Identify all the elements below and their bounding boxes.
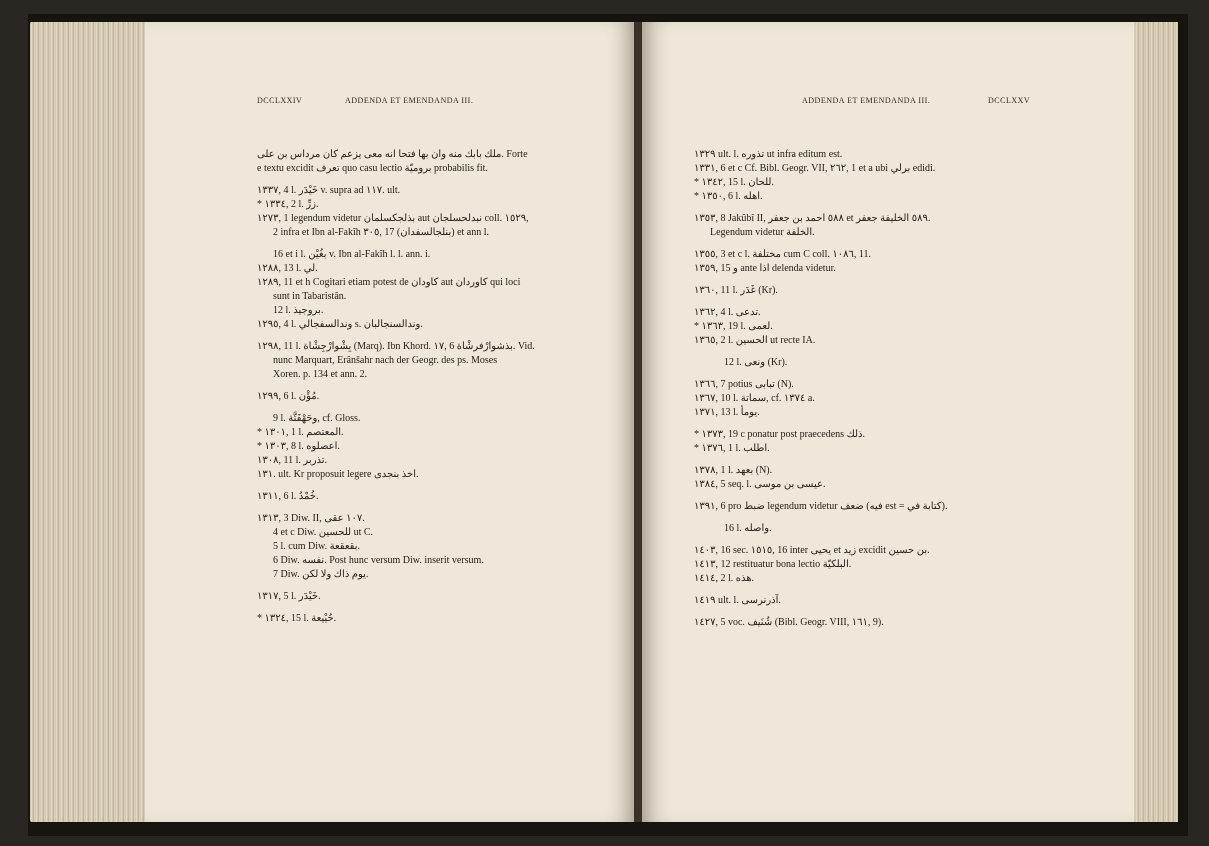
text-line: ١٣٦٠, 11 l. غَدَر (Kr).: [694, 285, 778, 296]
text-line: * ١٣٢٤, 15 l. حُيْيعة.: [257, 613, 337, 624]
text-line: ١٣٣١, 6 et c Cf. Bibl. Geogr. VII, ٢٦٢, 1 et a ubi برلي edidi.: [694, 163, 936, 174]
running-header-right: ADDENDA ET EMENDANDA III.: [802, 96, 931, 105]
text-line: ١٣٢٩ ult. l. تذوره ut infra editum est.: [694, 149, 843, 160]
text-line: ١٣٣٧, 4 l. خَيْدَر v. supra ad ١١٧. ult.: [257, 185, 401, 196]
text-line: * ١٣٧٣, 19 c ponatur post praecedens ذلك.: [694, 429, 865, 440]
text-line: ١٤٠٣, 16 sec. ١٥١٥, 16 inter يحيى et زيد excidit بن حسين.: [694, 545, 930, 556]
text-line: ١٣٨٤, 5 seq. l. عيسى بن موسى.: [694, 479, 826, 490]
page-edges-left: [30, 22, 150, 822]
text-line: 9 l. وحَهْفَتَّة, cf. Gloss.: [273, 413, 361, 424]
right-page: [642, 22, 1134, 822]
text-line: sunt in Tabaristân.: [273, 291, 347, 302]
text-line: 5 l. cum Diw. بقعقعة.: [273, 541, 360, 552]
text-line: 7 Diw. يوم ذاك ولا لكن.: [273, 569, 369, 580]
text-line: ١٢٨٨, 13 l. لي.: [257, 263, 318, 274]
text-line: * ١٣٦٣, 19 l. لعمى.: [694, 321, 773, 332]
text-line: ١٣٥٣, 8 Jakûbî II, ٥٨٨ احمد بن جعفر et ٥٨٩ الخليفة جعفر.: [694, 213, 931, 224]
text-line: ١٤٢٧, 5 voc. شُنَيف (Bibl. Geogr. VIII, ١٦١, 9).: [694, 617, 884, 628]
page-number-right: DCCLXXV: [988, 96, 1031, 105]
text-line: 6 Diw. نفسه. Post hunc versum Diw. inserit versum.: [273, 555, 484, 566]
text-line: e textu excidit تعرف quo casu lectio بروميّة probabilis fit.: [257, 163, 488, 174]
page-number-left: DCCLXXIV: [257, 96, 303, 105]
text-line: ١٣١. ult. Kr proposuit legere اخذ بنجدى.: [257, 469, 419, 480]
text-line: ١٣٠٨, 11 l. تذربر.: [257, 455, 328, 466]
left-page: [145, 22, 635, 822]
text-line: 4 et c Diw. للحسين ut C.: [273, 527, 374, 538]
text-line: 2 infra et Ibn al-Fakîh ٣٠٥, 17 (بنلجالسفدان) et ann l.: [273, 227, 489, 238]
text-line: ١٣٦٥, 2 l. الحسين ut recte IA.: [694, 335, 816, 346]
text-line: ١٣٩١, 6 pro ضبط legendum videtur ضعف (فيه est = كتابة في).: [694, 501, 948, 512]
left-page-text: [257, 148, 607, 626]
text-line: ١٣١١, 6 l. خُمْدُ.: [257, 491, 319, 502]
text-line: * ١٣٤٢, 15 l. للحان.: [694, 177, 774, 188]
text-line: 12 l. ونعى (Kr).: [724, 357, 788, 368]
text-line: ملك بابك منه وان بها فتحا انه معى يزعم كان مرداس بن على. Forte: [257, 149, 528, 160]
text-line: ١٤١٣, 12 restituatur bona lectio البلكيّة.: [694, 559, 852, 570]
text-line: * ١٣٥٠, 6 l. اهله.: [694, 191, 763, 202]
text-line: ١٤١٤, 2 l. هذه.: [694, 573, 755, 584]
text-line: ١٣٦٢, 4 l. تدعى.: [694, 307, 761, 318]
text-line: * ١٣٣٤, 2 l. زرِّ.: [257, 199, 319, 210]
text-line: ١٣٧٨, 1 l. بعهد (N).: [694, 465, 773, 476]
text-line: ١٣١٧, 5 l. خَيْدَر.: [257, 591, 321, 602]
text-line: Xoren. p. 134 et ann. 2.: [273, 369, 368, 380]
text-line: ١٤١٩ ult. l. آذرنرسى.: [694, 595, 781, 606]
page-edges-right: [1130, 22, 1178, 822]
text-line: 16 et i l. بغُيْن v. Ibn al-Fakîh l. l. ann. i.: [273, 249, 431, 260]
text-line: ١٣٥٩, 15 و ante اذا delenda videtur.: [694, 263, 836, 274]
text-line: ١٣١٣, 3 Diw. II, ١٠٧ عقى.: [257, 513, 365, 524]
text-line: 16 l. واصله.: [724, 523, 772, 534]
text-line: * ١٣٠٣, 8 l. اعصلوه.: [257, 441, 340, 452]
text-line: nunc Marquart, Erânšahr nach der Geogr. des ps. Moses: [273, 355, 498, 366]
text-line: ١٢٨٩, 11 et h Cogitari etiam potest de كاودان aut كاوردان qui loci: [257, 277, 521, 288]
text-line: ١٣٥٥, 3 et c l. مختلفة cum C coll. ١٠٨٦, 11.: [694, 249, 871, 260]
text-line: ١٣٦٦, 7 potius تبابى (N).: [694, 379, 794, 390]
right-page-text: [694, 148, 1064, 630]
text-line: ١٢٩٥, 4 l. وندالسفجالي s. وندالسنجالبان.: [257, 319, 423, 330]
text-line: ١٢٩٨, 11 l. بِشْوارْجِشْاة (Marq). Ibn Khord. ١٧, 6 بذشوارْفرشْاة. Vid.: [257, 341, 535, 352]
text-line: 12 l. بروجيذ.: [273, 305, 324, 316]
text-line: ١٣٧١, 13 l. يومأ.: [694, 407, 760, 418]
text-line: * ١٣٠١, 1 l. المعتصم.: [257, 427, 344, 438]
text-line: ١٢٧٣, 1 legendum videtur بذلجكسلمان aut نبدلحسلجان coll. ١٥٢٩,: [257, 213, 529, 224]
text-line: ١٣٦٧, 10 l. سماتة, cf. ١٣٧٤ a.: [694, 393, 815, 404]
text-line: * ١٣٧٦, 1 l. اطلب.: [694, 443, 770, 454]
text-line: ١٢٩٩, 6 l. مُؤْن.: [257, 391, 320, 402]
running-header-left: ADDENDA ET EMENDANDA III.: [345, 96, 474, 105]
text-line: Legendum videtur الخلفة.: [710, 227, 815, 238]
